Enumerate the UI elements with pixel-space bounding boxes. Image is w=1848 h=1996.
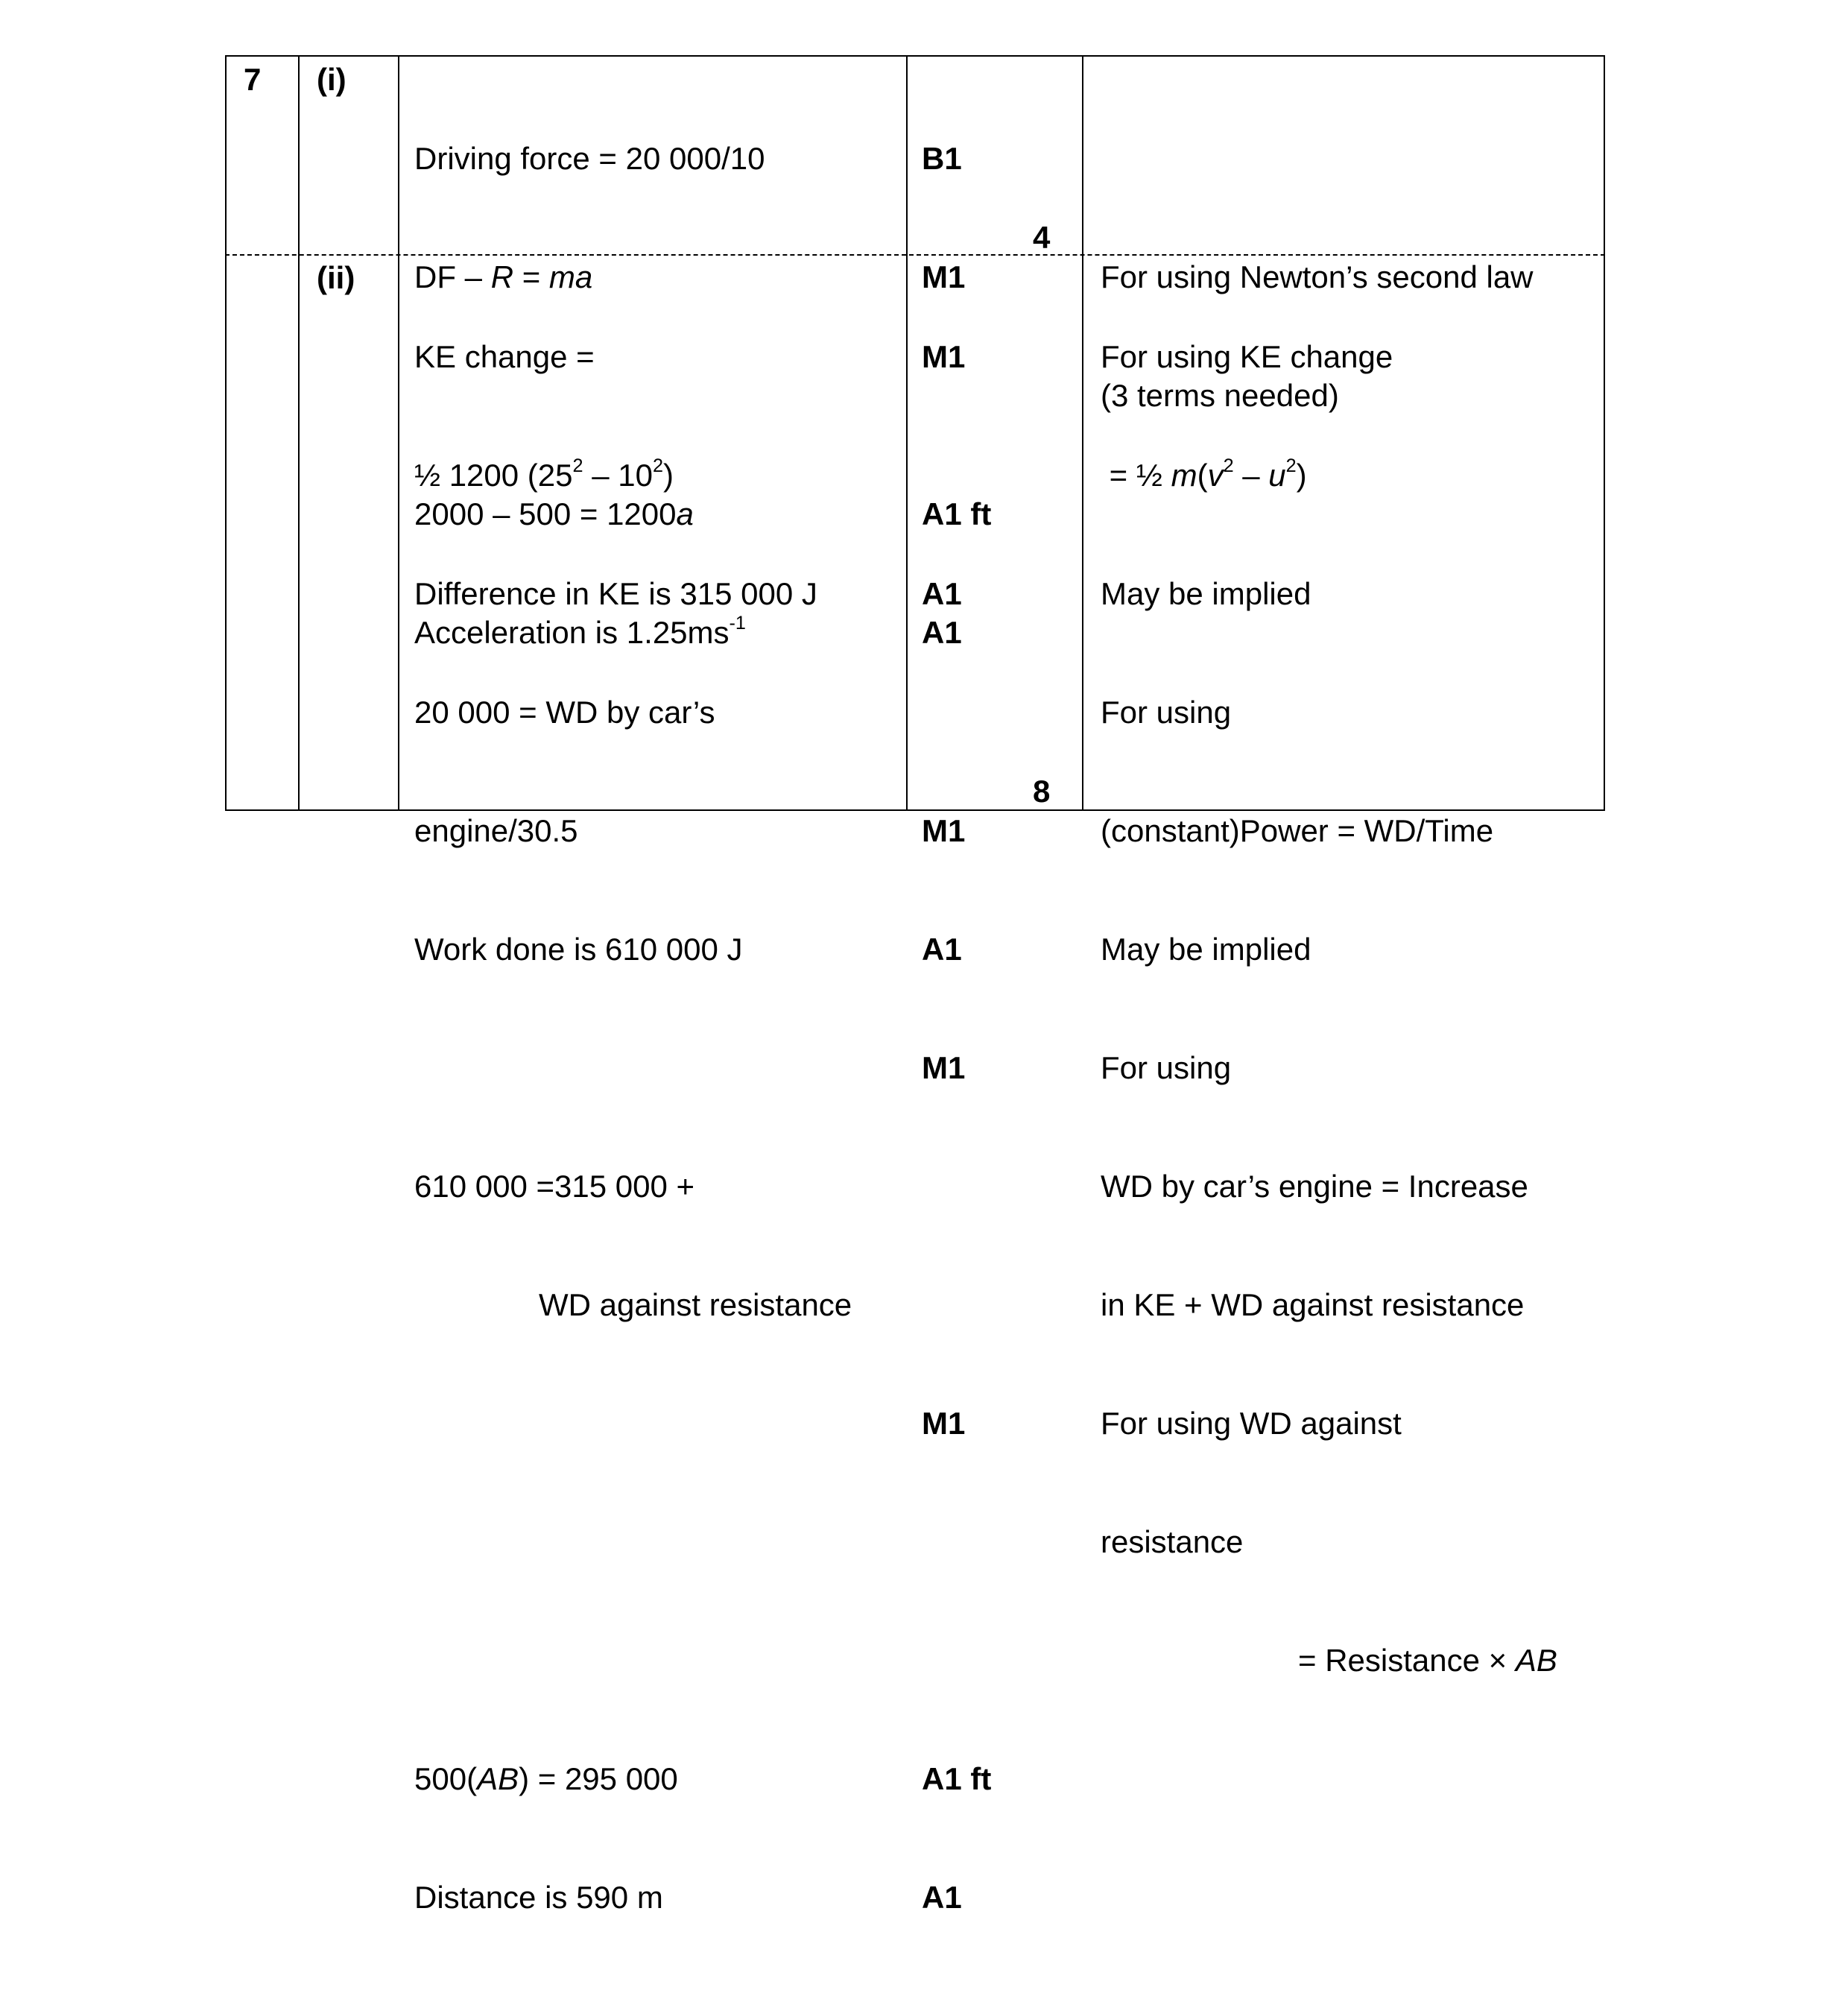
working-line: Difference in KE is 315 000 J (414, 576, 817, 611)
mark-code: A1 ft (922, 496, 992, 531)
column-divider (298, 55, 300, 811)
mark-code: B1 (922, 141, 962, 176)
note-line (1101, 1759, 1557, 1798)
mark-code: A1 (922, 615, 962, 650)
column-divider (906, 55, 908, 811)
mark-code: M1 (922, 259, 966, 294)
note-line: in KE + WD against resistance (1101, 1287, 1525, 1322)
note-line: For using WD against (1101, 1406, 1402, 1441)
mark-code: A1 (922, 576, 962, 611)
note-line: WD by car’s engine = Increase (1101, 1169, 1528, 1204)
note-line (1101, 1877, 1557, 1917)
working-line: ½ 1200 $(25^2 - 10^2)$ (414, 455, 674, 493)
note-line: For using (1101, 695, 1232, 730)
working-column-part-ii (414, 258, 852, 1996)
mark-code (922, 455, 991, 495)
working-line: 500(AB) = 295 000 (414, 1761, 678, 1796)
note-line: For using KE change (1101, 339, 1393, 374)
mark-code: M1 (922, 339, 966, 374)
working-line (414, 1640, 852, 1680)
mark-code (922, 1640, 991, 1680)
mark-code (922, 1285, 991, 1324)
column-divider (1082, 55, 1083, 811)
part-total-marks: 8 (1033, 774, 1051, 809)
note-line: (constant)Power = WD/Time (1101, 813, 1494, 848)
working-line: 2000 – 500 = 1200a (414, 496, 694, 531)
mark-code: M1 (922, 1406, 966, 1441)
note-line: May be implied (1101, 576, 1311, 611)
mark-code: A1 (922, 932, 962, 967)
note-line: = ½ $m(v^2 - u^2)$ (1101, 455, 1307, 493)
notes-column-part-ii (1101, 258, 1557, 1996)
working-line (414, 1048, 852, 1087)
note-line: For using Newton’s second law (1101, 259, 1534, 294)
part-label: (i) (317, 62, 346, 97)
mark-code: A1 (922, 1880, 962, 1915)
working-line: 610 000 =315 000 + (414, 1169, 695, 1204)
mark-code: M1 (922, 1050, 966, 1085)
working-line (414, 1403, 852, 1443)
note-line: May be implied (1101, 932, 1311, 967)
mark-code: M1 (922, 813, 966, 848)
working-line: Distance is 590 m (414, 1880, 663, 1915)
note-line: resistance (1101, 1524, 1244, 1559)
note-line: For using (1101, 1050, 1232, 1085)
question-number: 7 (244, 62, 262, 97)
working-line: Acceleration is $1.25ms^{-1}$ (414, 613, 746, 650)
working-line: Work done is 610 000 J (414, 932, 743, 967)
note-line: = Resistance × AB (1298, 1643, 1557, 1678)
working-line: KE change = (414, 339, 595, 374)
mark-code (922, 1166, 991, 1206)
note-line (1101, 139, 1534, 178)
working-line: engine/30.5 (414, 813, 578, 848)
part-label: (ii) (317, 260, 355, 295)
working-line: DF – R = ma (414, 259, 593, 294)
working-line: Driving force = 20 000/10 (414, 141, 765, 176)
mark-code (922, 692, 991, 732)
mark-code: A1 ft (922, 1761, 992, 1796)
mark-code (922, 1522, 991, 1561)
working-line (414, 1522, 852, 1561)
marks-column-part-ii (922, 258, 991, 1996)
working-line: 20 000 = WD by car’s (414, 695, 715, 730)
note-line: (3 terms needed) (1101, 378, 1339, 413)
working-line: WD against resistance (539, 1287, 852, 1322)
part-total-marks: 4 (1033, 220, 1051, 255)
column-divider (398, 55, 399, 811)
